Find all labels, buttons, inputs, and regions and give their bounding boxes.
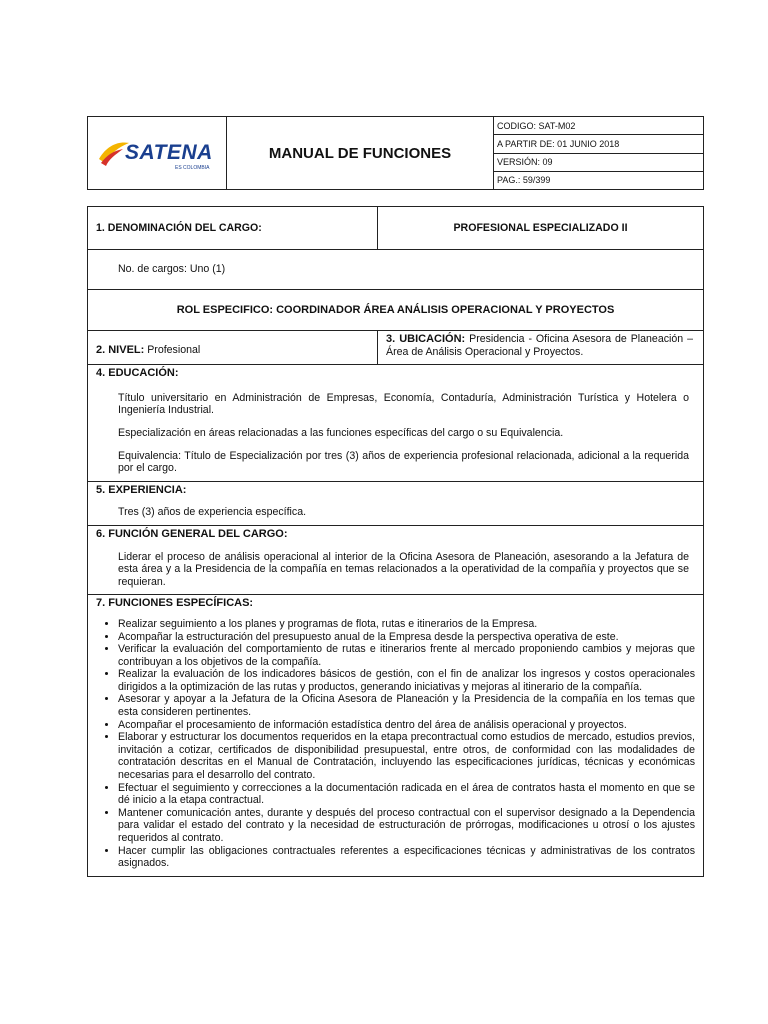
- nivel-label: 2. NIVEL:: [96, 343, 145, 356]
- experiencia-heading: 5. EXPERIENCIA:: [96, 483, 187, 496]
- list-item: • Acompañar el procesamiento de información estadística dentro del área de análisis operacional y proyectos.: [118, 719, 695, 732]
- list-item: • Verificar la evaluación del comportamiento de rutas e itinerarios frente al mercado proponiendo cambios y mejoras que contribuyan a los objetivos de la compañía.: [118, 643, 695, 668]
- ubicacion-cell: [378, 331, 704, 365]
- numero-cargos: No. de cargos: Uno (1): [88, 250, 704, 290]
- document-title: MANUAL DE FUNCIONES: [227, 117, 494, 190]
- funciones-especificas-heading: 7. FUNCIONES ESPECÍFICAS:: [96, 597, 254, 610]
- funcion-general-section: [88, 525, 704, 594]
- educacion-section: [88, 365, 704, 482]
- list-item: • Mantener comunicación antes, durante y después del proceso contractual con el supervisor designado a la Dependencia para validar el estado del contrato y la necesidad de estructuración de prórrogas, modificaciones u otrosí o los ajustes requeridos al contrato.: [118, 807, 695, 845]
- list-item: • Acompañar la estructuración del presupuesto anual de la Empresa desde la perspectiva operativa de este.: [118, 631, 695, 644]
- funciones-list: [96, 618, 695, 870]
- ubicacion-label: 3. UBICACIÓN:: [386, 333, 466, 345]
- document-header: [87, 116, 704, 190]
- list-item: • Hacer cumplir las obligaciones contractuales referentes a especificaciones técnicas y administrativas de los contratos asignados.: [118, 845, 695, 870]
- list-item: • Realizar la evaluación de los indicadores básicos de gestión, con el fin de analizar los ingresos y costos operacionales dirigidos a la optimización de las rutas y productos, generando iniciativas y mejoras al itinerario de la compañía.: [118, 668, 695, 693]
- funciones-especificas-section: [88, 595, 704, 876]
- funcion-general-text: Liderar el proceso de análisis operacional al interior de la Oficina Asesora de Planeación, asesorando a la Jefatura de esta área y a la Presidencia de la compañía en temas relacionados a la operatividad de la compañía y proyectos que se requieran.: [118, 550, 689, 588]
- a-partir-field: A PARTIR DE: 01 JUNIO 2018: [494, 135, 704, 153]
- list-item: • Asesorar y apoyar a la Jefatura de la Oficina Asesora de Planeación y la Presidencia de la compañía en los temas que esta consideren pertinentes.: [118, 693, 695, 718]
- page-field: PAG.: 59/399: [494, 171, 704, 189]
- satena-logo: [95, 133, 219, 173]
- version-field: VERSIÓN: 09: [494, 153, 704, 171]
- educacion-heading: 4. EDUCACIÓN:: [96, 367, 179, 380]
- experiencia-text: Tres (3) años de experiencia específica.: [118, 506, 307, 519]
- educacion-paragraph: Título universitario en Administración de Empresas, Economía, Contaduría, Administración Turística y Hotelera o Ingeniería Industrial.: [118, 391, 689, 417]
- nivel-cell: [88, 331, 378, 365]
- logo-text: SATENA: [125, 141, 213, 164]
- codigo-field: CODIGO: SAT-M02: [494, 117, 704, 135]
- denominacion-value: PROFESIONAL ESPECIALIZADO II: [378, 207, 704, 250]
- rol-especifico: ROL ESPECIFICO: COORDINADOR ÁREA ANÁLISIS OPERACIONAL Y PROYECTOS: [88, 290, 704, 331]
- nivel-value: Profesional: [144, 343, 201, 356]
- logo-cell: [88, 117, 227, 190]
- job-description-table: [87, 206, 704, 877]
- list-item: • Efectuar el seguimiento y correcciones a la documentación radicada en el área de contratos hasta el momento en que se dé inicio a la etapa contractual.: [118, 782, 695, 807]
- educacion-paragraph: Equivalencia: Título de Especialización por tres (3) años de experiencia profesional relacionada, adicional a la requerida por el cargo.: [118, 449, 689, 475]
- logo-subtext: ES COLOMBIA: [175, 165, 210, 171]
- list-item: • Elaborar y estructurar los documentos requeridos en la etapa precontractual como estudios de mercado, estudios previos, invitación a cotizar, certificados de disponibilidad presupuestal, entre otros, de conformidad con las modalidades de contratación descritas en el Manual de Contratación, incluyendo las especificaciones jurídicas, técnicas y económicas necesarias para el desarrollo del contrato.: [118, 731, 695, 781]
- list-item: • Realizar seguimiento a los planes y programas de flota, rutas e itinerarios de la Empresa.: [118, 618, 695, 631]
- funcion-general-heading: 6. FUNCIÓN GENERAL DEL CARGO:: [96, 527, 288, 540]
- experiencia-section: [88, 481, 704, 525]
- ubicacion-value: Presidencia - Oficina Asesora de Planeación – Área de Análisis Operacional y Proyectos.: [386, 333, 693, 358]
- denominacion-label: 1. DENOMINACIÓN DEL CARGO:: [88, 207, 378, 250]
- educacion-paragraph: Especialización en áreas relacionadas a las funciones específicas del cargo o su Equivalencia.: [118, 426, 564, 439]
